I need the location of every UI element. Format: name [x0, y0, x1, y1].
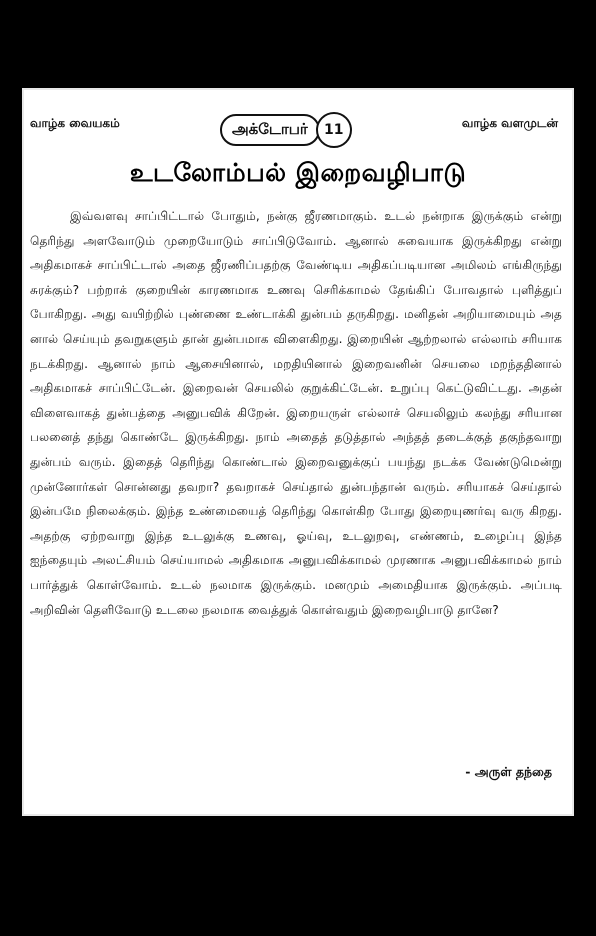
body-text-block [30, 204, 562, 622]
body-paragraph: இவ்வளவு சாப்பிட்டால் போதும், நன்கு ஜீரணமாகும். உடல் நன்றாக இருக்கும் என்று தெரிந்து அளவோடும் முறையோடும் சாப்பிடுவோம். ஆனால் சுவையாக இருக்கிறது என்று அதிகமாகச் சாப்பிட்டால் அதை ஜீரணிப்பதற்கு வேண்டிய அதிகப்படியான அமிலம் எங்கிருந்து சுரக்கும்? பற்றாக் குறையின் காரணமாக உணவு செரிக்காமல் தேங்கிப் போவதால் புளித்துப் போகிறது. அது வயிற்றில் புண்ணை உண்டாக்கி துன்பம் தருகிறது. மனிதன் அறியாமையும் அத னால் செய்யும் தவறுகளும் தான் துன்பமாக விளைகிறது. இறையின் ஆற்றலால் எல்லாம் சரியாக நடக்கிறது. ஆனால் நாம் ஆசையினால், மறதியினால் இறைவனின் செயலை மறந்ததினால் அதிகமாகச் சாப்பிட்டேன். இறைவன் செயலில் குறுக்கிட்டேன். உறுப்பு கெட்டுவிட்டது. அதன் விளைவாகத் துன்பத்தை அனுபவிக் கிறேன். இறையருள் எல்லாச் செயலிலும் கலந்து சரியான பலனைத் தந்து கொண்டே இருக்கிறது. நாம் அதைத் தடுத்தால் அந்தத் தடைக்குத் தகுந்தவாறு துன்பம் வரும். இதைத் தெரிந்து கொண்டால் இறைவனுக்குப் பயந்து நடக்க வேண்டுமென்று முன்னோர்கள் சொன்னது தவறா? தவறாகச் செய்தால் துன்பந்தான் வரும். சரியாகச் செய்தால் இன்பமே நிலைக்கும். இந்த உண்மையைத் தெரிந்து கொள்கிற போது இறையுணர்வு வரு கிறது. அதற்கு ஏற்றவாறு இந்த உடலுக்கு உணவு, ஓய்வு, உடலுறவு, எண்ணம், உழைப்பு இந்த ஐந்தையும் அலட்சியம் செய்யாமல் அதிகமாக அனுபவிக்காமல் முரணாக அனுபவிக்காமல் நாம் பார்த்துக் கொள்வோம். உடல் நலமாக இருக்கும். மனமும் அமைதியாக இருக்கும். அப்படி அறிவின் தெளிவோடு உடலை நலமாக வைத்துக் கொள்வதும் இறைவழிபாடு தானே? [30, 209, 562, 617]
month-label: அக்டோபர் [220, 114, 320, 146]
day-number: 11 [316, 112, 352, 148]
header-left-motto: வாழ்க வையகம் [30, 116, 120, 130]
header-right-motto: வாழ்க வளமுடன் [461, 116, 558, 130]
page-title: உடலோம்பல் இறைவழிபாடு [129, 158, 467, 187]
book-page [24, 90, 572, 814]
date-badge [220, 112, 352, 148]
page-header [24, 112, 572, 152]
author-signature: - அருள் தந்தை [465, 764, 552, 779]
